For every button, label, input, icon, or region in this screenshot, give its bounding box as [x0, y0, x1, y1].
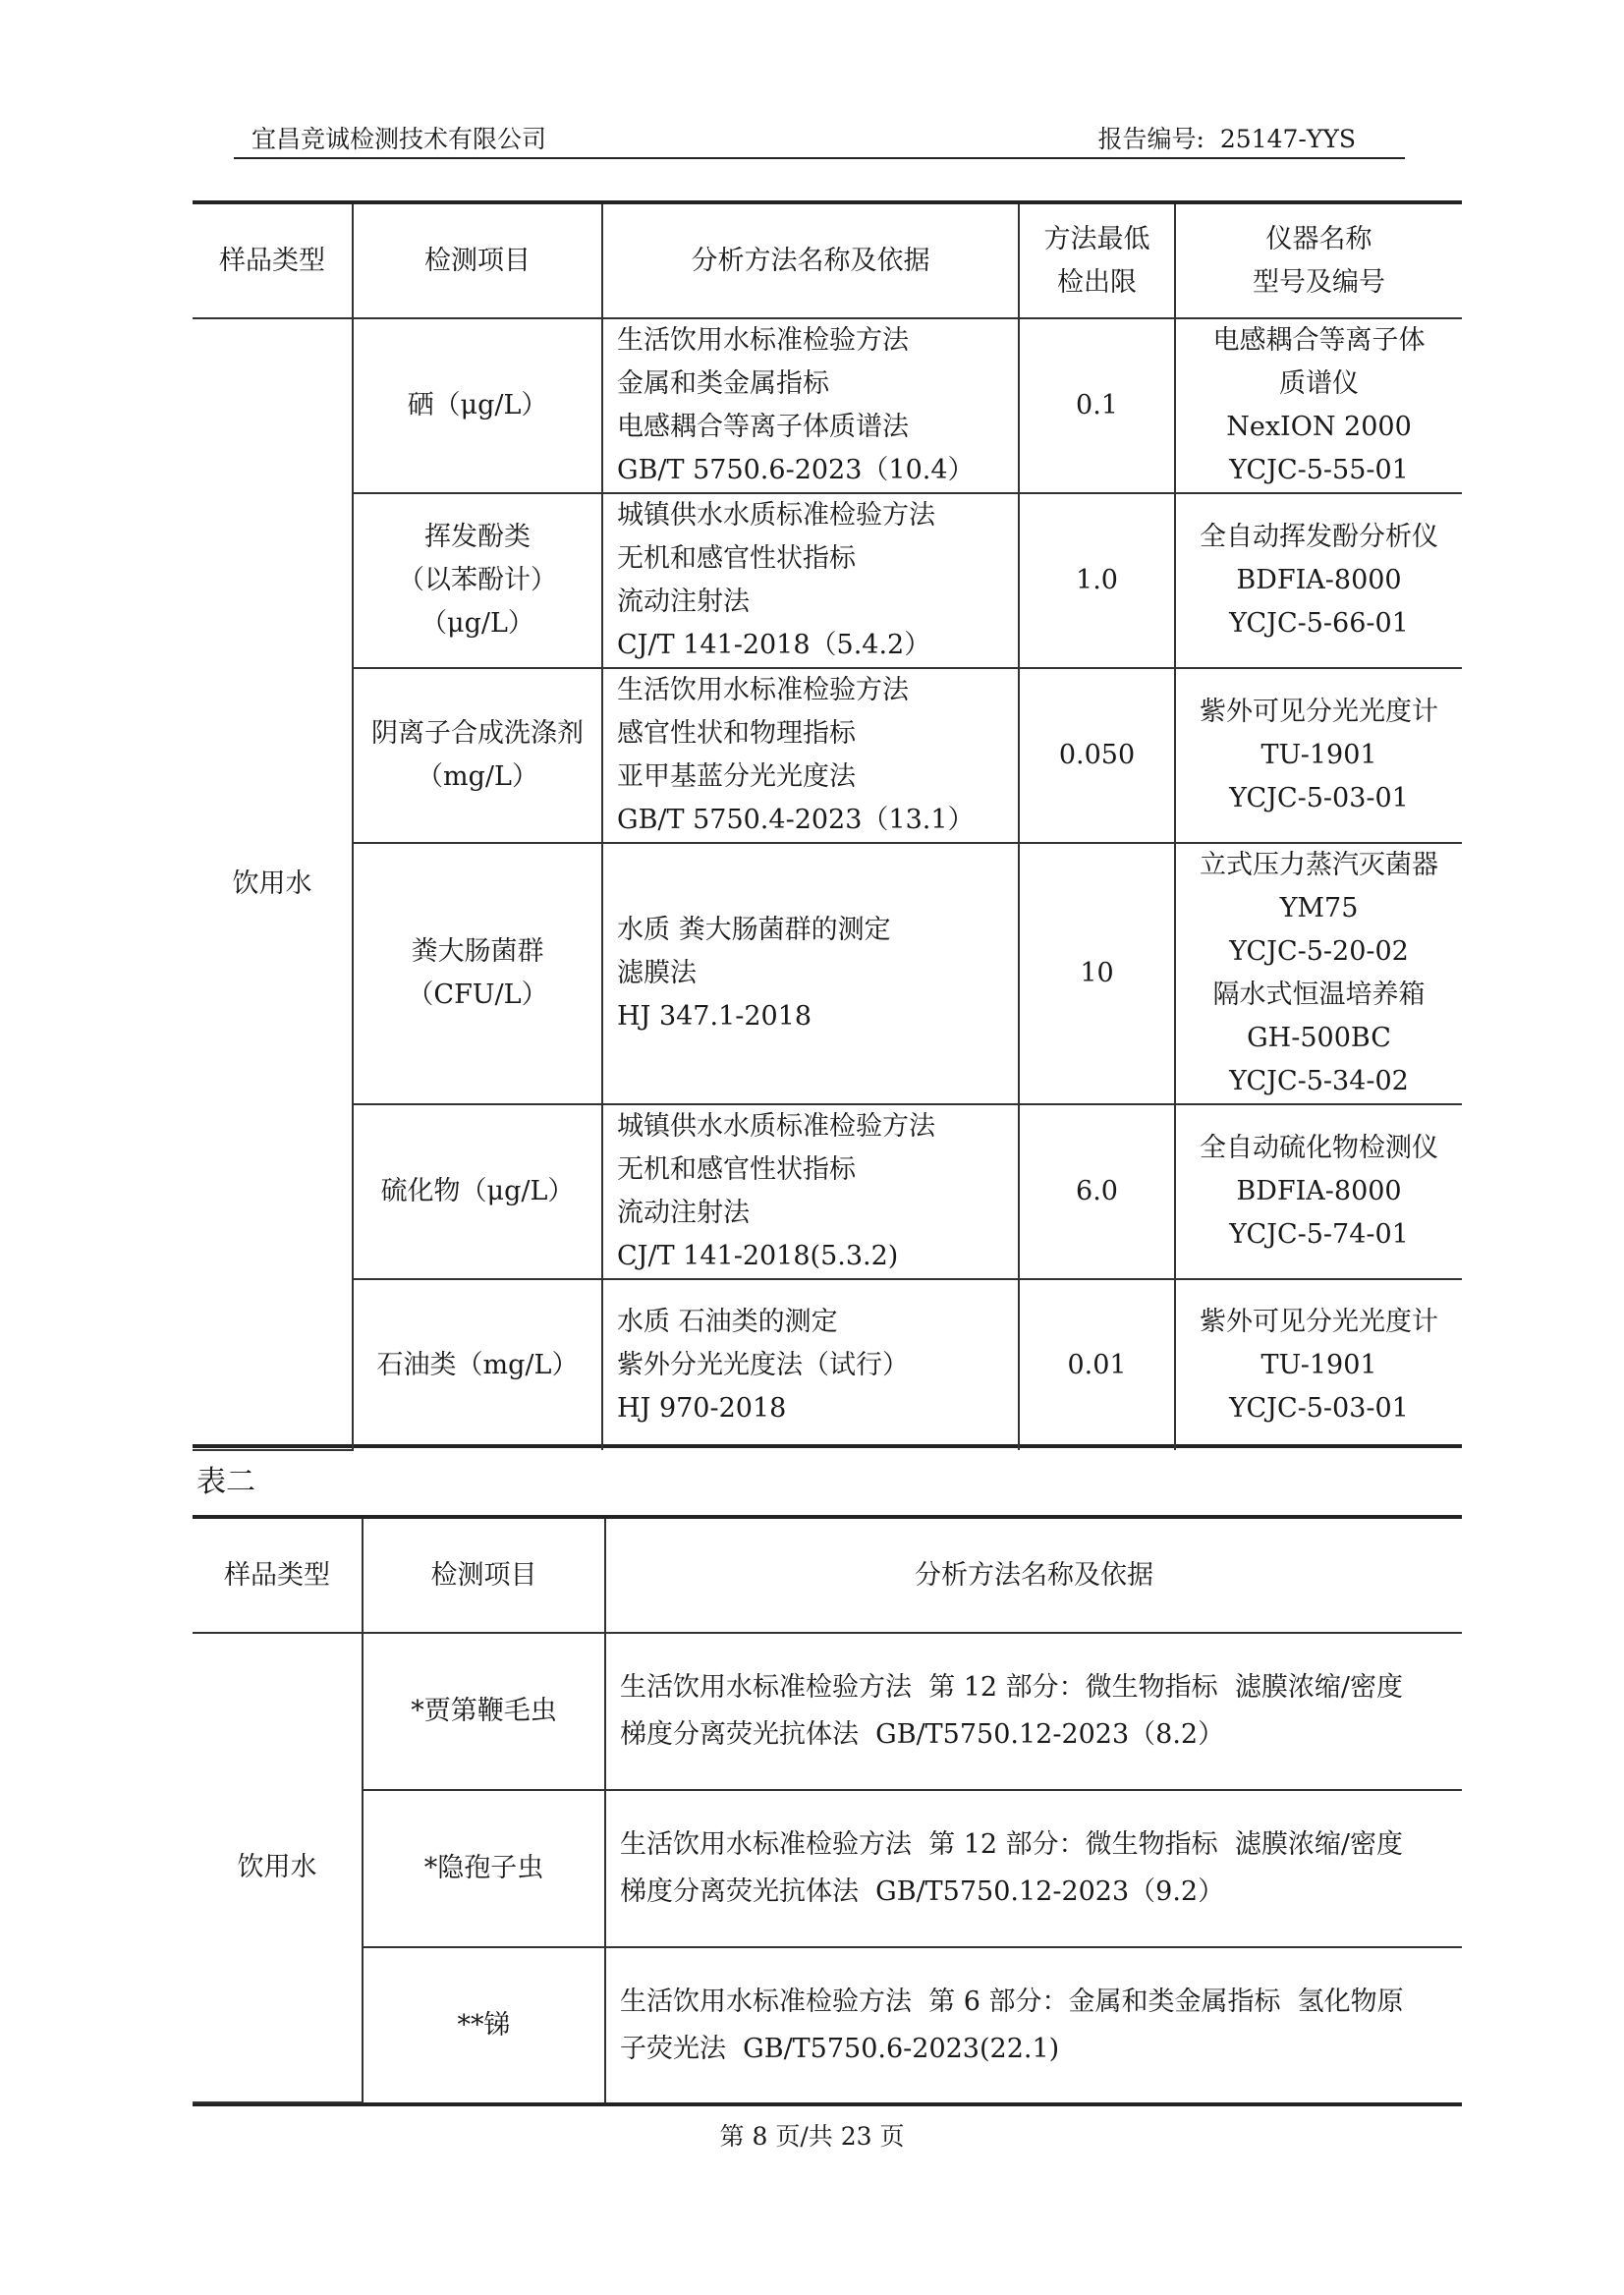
method-cell-line: HJ 970-2018 — [617, 1392, 787, 1424]
method-cell-line: CJ/T 141-2018(5.3.2) — [617, 1241, 899, 1271]
item-cell-line: （CFU/L） — [407, 980, 548, 1010]
method-cell — [605, 1790, 1462, 1947]
instrument-cell-line: GH-500BC — [1247, 1023, 1391, 1053]
method-cell-line: 子荧光法 GB/T5750.6-2023(22.1) — [620, 2033, 1060, 2064]
col-method: 分析方法名称及依据 — [602, 204, 1019, 318]
method-cell-line: 无机和感官性状指标 — [617, 543, 856, 574]
item-cell-line: 硒（μg/L） — [407, 390, 548, 420]
method-cell-line: 梯度分离荧光抗体法 GB/T5750.12-2023（8.2） — [620, 1719, 1225, 1750]
item-cell-line: （μg/L） — [420, 608, 534, 639]
item-cell — [353, 843, 602, 1104]
table2-caption: 表二 — [196, 1465, 255, 1499]
col-instrument — [1175, 204, 1462, 318]
item-cell-line: （以苯酚计） — [398, 565, 557, 595]
detection-limit-cell: 1.0 — [1019, 493, 1175, 668]
table-row — [193, 318, 1462, 493]
item-cell-line: 粪大肠菌群 — [411, 936, 544, 967]
method-cell-line: GB/T 5750.6-2023（10.4） — [617, 455, 975, 485]
item-cell-line: 硫化物（μg/L） — [380, 1176, 575, 1206]
instrument-cell — [1175, 843, 1462, 1104]
header-rule — [234, 157, 1405, 159]
table-row — [193, 1947, 1462, 2102]
method-cell-line: 水质 石油类的测定 — [617, 1306, 838, 1337]
instrument-cell — [1175, 1279, 1462, 1450]
instrument-cell-line: 电感耦合等离子体 — [1212, 325, 1426, 356]
instrument-cell-line: YCJC-5-34-02 — [1229, 1066, 1409, 1096]
item-cell-line: 挥发酚类 — [424, 522, 531, 552]
instrument-cell-line: NexION 2000 — [1226, 412, 1412, 442]
item-cell: *隐孢子虫 — [363, 1790, 605, 1947]
method-cell-line: 生活饮用水标准检验方法 第 6 部分：金属和类金属指标 氢化物原 — [620, 1986, 1404, 2017]
method-cell-line: 城镇供水水质标准检验方法 — [617, 500, 935, 531]
sample-type-cell: 饮用水 — [193, 318, 353, 1450]
method-cell-line: 流动注射法 — [617, 1198, 750, 1228]
method-cell — [602, 1104, 1019, 1279]
instrument-cell — [1175, 1104, 1462, 1279]
instrument-cell-line: 全自动硫化物检测仪 — [1200, 1133, 1438, 1163]
report-number — [1098, 120, 1356, 155]
col-detection-limit — [1019, 204, 1175, 318]
method-cell — [602, 843, 1019, 1104]
instrument-cell-line: YCJC-5-55-01 — [1229, 455, 1409, 485]
instrument-cell-line: YCJC-5-74-01 — [1229, 1219, 1409, 1250]
method-cell — [605, 1633, 1462, 1790]
instrument-cell-line: 立式压力蒸汽灭菌器 — [1200, 850, 1438, 880]
item-cell-line: 阴离子合成洗涤剂 — [371, 718, 584, 749]
method-table-1 — [193, 204, 1462, 1451]
method-cell-line: 水质 粪大肠菌群的测定 — [617, 915, 891, 945]
table-row — [193, 1633, 1462, 1790]
method-cell-line: 生活饮用水标准检验方法 — [617, 675, 909, 705]
col-detection-limit-line: 检出限 — [1057, 266, 1137, 298]
instrument-cell-line: 紫外可见分光光度计 — [1200, 697, 1438, 727]
method-cell-line: 电感耦合等离子体质谱法 — [617, 412, 909, 442]
detection-limit-cell: 0.01 — [1019, 1279, 1175, 1450]
item-cell — [353, 1279, 602, 1450]
method-cell-line: 生活饮用水标准检验方法 第 12 部分：微生物指标 滤膜浓缩/密度 — [620, 1829, 1403, 1860]
instrument-cell — [1175, 668, 1462, 843]
table1-header-row — [193, 204, 1462, 318]
report-number-label: 报告编号: — [1097, 125, 1204, 153]
method-cell-line: 城镇供水水质标准检验方法 — [617, 1111, 935, 1142]
col-instrument-line: 仪器名称 — [1265, 223, 1372, 254]
page-header — [234, 116, 1405, 155]
table-row — [193, 493, 1462, 668]
table-row — [193, 1279, 1462, 1450]
method-cell-line: CJ/T 141-2018（5.4.2） — [617, 630, 931, 660]
table-row — [193, 668, 1462, 843]
col-sample-type: 样品类型 — [193, 1519, 363, 1633]
instrument-cell — [1175, 318, 1462, 493]
instrument-cell-line: YCJC-5-03-01 — [1229, 1392, 1409, 1424]
detection-limit-cell: 0.050 — [1019, 668, 1175, 843]
method-table-2 — [193, 1519, 1462, 2103]
instrument-cell-line: BDFIA-8000 — [1236, 565, 1402, 595]
detection-limit-cell: 6.0 — [1019, 1104, 1175, 1279]
method-cell-line: 感官性状和物理指标 — [617, 718, 856, 749]
instrument-cell-line: BDFIA-8000 — [1236, 1176, 1402, 1206]
method-cell-line: 滤膜法 — [617, 958, 697, 988]
instrument-cell-line: 质谱仪 — [1279, 368, 1359, 399]
instrument-cell-line: TU-1901 — [1260, 1349, 1377, 1380]
item-cell: *贾第鞭毛虫 — [363, 1633, 605, 1790]
col-item: 检测项目 — [363, 1519, 605, 1633]
table-row — [193, 1790, 1462, 1947]
item-cell — [353, 318, 602, 493]
instrument-cell-line: TU-1901 — [1260, 740, 1377, 770]
instrument-cell-line: YCJC-5-03-01 — [1229, 783, 1409, 813]
method-cell-line: 流动注射法 — [617, 587, 750, 617]
method-cell-line: 生活饮用水标准检验方法 第 12 部分：微生物指标 滤膜浓缩/密度 — [620, 1672, 1403, 1703]
item-cell: **锑 — [363, 1947, 605, 2102]
detection-limit-cell: 10 — [1019, 843, 1175, 1104]
page-number: 第 8 页/共 23 页 — [719, 2122, 905, 2151]
instrument-cell — [1175, 493, 1462, 668]
col-detection-limit-line: 方法最低 — [1043, 223, 1150, 254]
method-cell — [605, 1947, 1462, 2102]
detection-limit-cell: 0.1 — [1019, 318, 1175, 493]
method-cell — [602, 668, 1019, 843]
instrument-cell-line: 全自动挥发酚分析仪 — [1200, 522, 1438, 552]
col-sample-type: 样品类型 — [193, 204, 353, 318]
instrument-cell-line: YM75 — [1279, 893, 1359, 924]
method-cell — [602, 1279, 1019, 1450]
item-cell-line: （mg/L） — [417, 761, 538, 792]
method-cell-line: 无机和感官性状指标 — [617, 1154, 856, 1185]
col-instrument-line: 型号及编号 — [1253, 266, 1385, 298]
instrument-cell-line: 隔水式恒温培养箱 — [1212, 980, 1426, 1010]
instrument-cell-line: YCJC-5-66-01 — [1229, 608, 1409, 639]
table-row — [193, 843, 1462, 1104]
method-cell-line: 紫外分光光度法（试行） — [617, 1349, 909, 1380]
method-cell-line: 亚甲基蓝分光光度法 — [617, 761, 856, 792]
item-cell — [353, 1104, 602, 1279]
item-cell — [353, 668, 602, 843]
col-method: 分析方法名称及依据 — [605, 1519, 1462, 1633]
sample-type-cell: 饮用水 — [193, 1633, 363, 2102]
method-cell-line: 生活饮用水标准检验方法 — [617, 325, 909, 356]
method-cell-line: GB/T 5750.4-2023（13.1） — [617, 805, 975, 835]
instrument-cell-line: 紫外可见分光光度计 — [1200, 1306, 1438, 1337]
item-cell — [353, 493, 602, 668]
company-name: 宜昌竞诚检测技术有限公司 — [252, 125, 547, 153]
report-number-value: 25147-YYS — [1219, 125, 1356, 153]
table2-header-row — [193, 1519, 1462, 1633]
table-row — [193, 1104, 1462, 1279]
method-cell-line: HJ 347.1-2018 — [617, 1001, 812, 1032]
instrument-cell-line: YCJC-5-20-02 — [1229, 936, 1409, 967]
method-cell — [602, 318, 1019, 493]
method-cell-line: 金属和类金属指标 — [617, 368, 829, 399]
method-cell-line: 梯度分离荧光抗体法 GB/T5750.12-2023（9.2） — [620, 1876, 1225, 1907]
item-cell-line: 石油类（mg/L） — [376, 1349, 579, 1380]
method-cell — [602, 493, 1019, 668]
col-item: 检测项目 — [353, 204, 602, 318]
